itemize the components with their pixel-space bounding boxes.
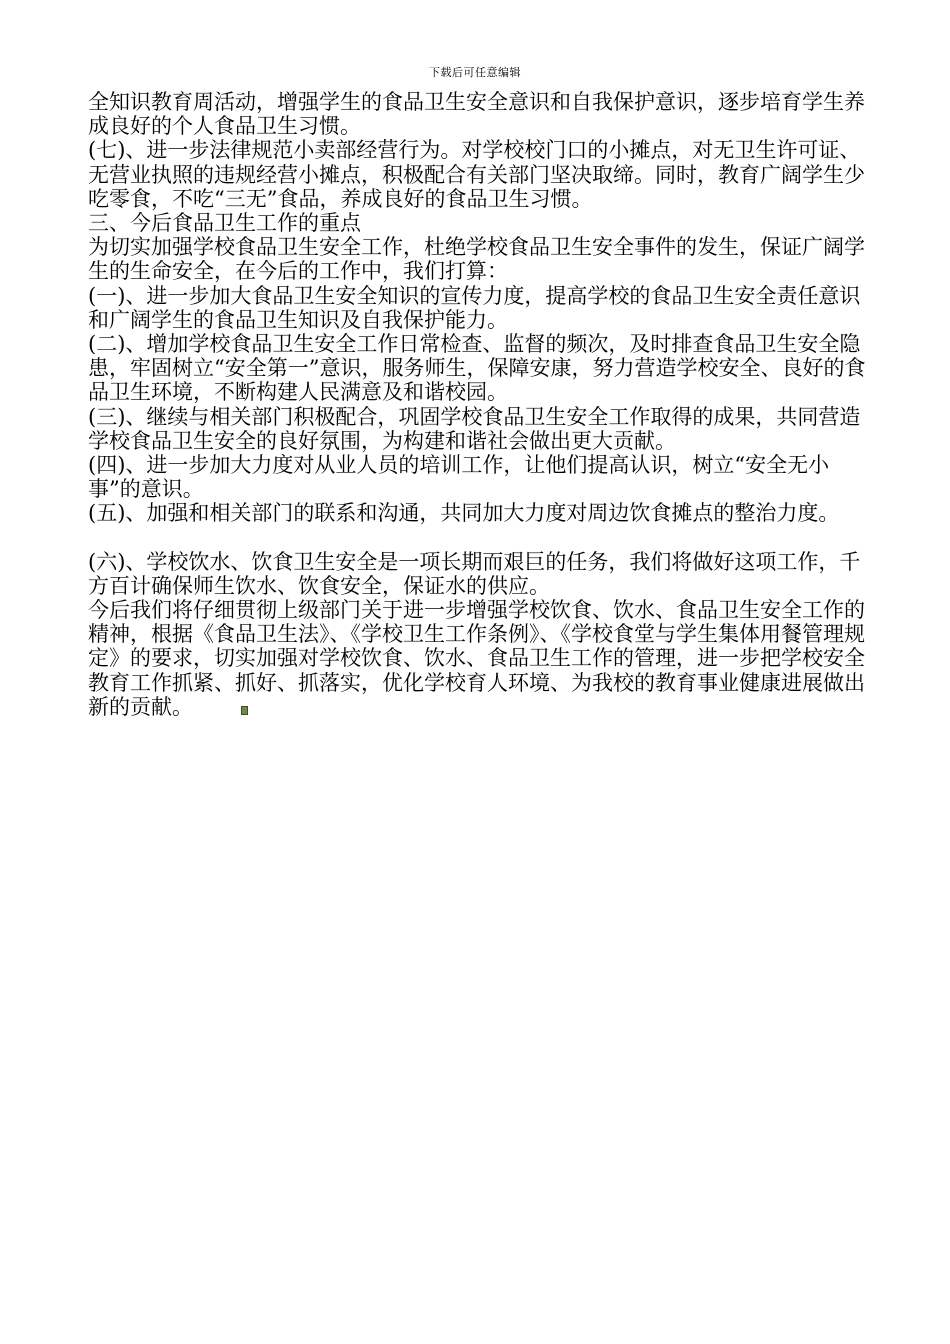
paragraph-item-7: (七)、进一步法律规范小卖部经营行为。对学校校门口的小摊点，对无卫生许可证、无营业执照的违规经营小摊点，积极配合有关部门坚决取缔。同时，教育广阔学生少吃零食，不吃“三无”食品，养成良好的食品卫生习惯。 xyxy=(88,138,865,211)
conclusion-text: 今后我们将仔细贯彻上级部门关于进一步增强学校饮食、饮水、食品卫生安全工作的精神，根据《食品卫生法》、《学校卫生工作条例》、《学校食堂与学生集体用餐管理规定》的要求，切实加强对学校饮食、饮水、食品卫生工作的管理，进一步把学校安全教育工作抓紧、抓好、抓落实，优化学校育人环境、为我校的教育事业健康进展做出新的贡献。 xyxy=(88,598,865,719)
section-heading-3: 三、今后食品卫生工作的重点 xyxy=(88,211,361,236)
paragraph-plan-item-6: (六)、学校饮水、饮食卫生安全是一项长期而艰巨的任务，我们将做好这项工作，千方百计确保师生饮水、饮食安全，保证水的供应。 xyxy=(88,549,861,598)
paragraph-safety-week: 全知识教育周活动，增强学生的食品卫生安全意识和自我保护意识，逐步培育学生养成良好的个人食品卫生习惯。 xyxy=(88,90,865,139)
end-of-document-mark xyxy=(241,706,248,715)
document-body xyxy=(88,90,878,719)
paragraph-conclusion xyxy=(88,598,878,719)
paragraph-plan-item-2: (二)、增加学校食品卫生安全工作日常检查、监督的频次，及时排查食品卫生安全隐患，牢固树立“安全第一”意识，服务师生，保障安康，努力营造学校安全、良好的食品卫生环境，不断构建人民满意及和谐校园。 xyxy=(88,332,866,405)
paragraph-spacer xyxy=(88,526,878,550)
paragraph-plan-item-1: (一)、进一步加大食品卫生安全知识的宣传力度，提高学校的食品卫生安全责任意识和广阔学生的食品卫生知识及自我保护能力。 xyxy=(88,283,861,332)
paragraph-plan-item-3: (三)、继续与相关部门积极配合，巩固学校食品卫生安全工作取得的成果，共同营造学校食品卫生安全的良好氛围，为构建和谐社会做出更大贡献。 xyxy=(88,404,861,453)
paragraph-plan-intro: 为切实加强学校食品卫生安全工作，杜绝学校食品卫生安全事件的发生，保证广阔学生的生命安全，在今后的工作中，我们打算： xyxy=(88,235,865,284)
page-header-note: 下载后可任意编辑 xyxy=(429,66,521,79)
paragraph-plan-item-5: (五)、加强和相关部门的联系和沟通，共同加大力度对周边饮食摊点的整治力度。 xyxy=(88,501,840,526)
paragraph-plan-item-4: (四)、进一步加大力度对从业人员的培训工作，让他们提高认识，树立“安全无小事”的意识。 xyxy=(88,453,830,502)
